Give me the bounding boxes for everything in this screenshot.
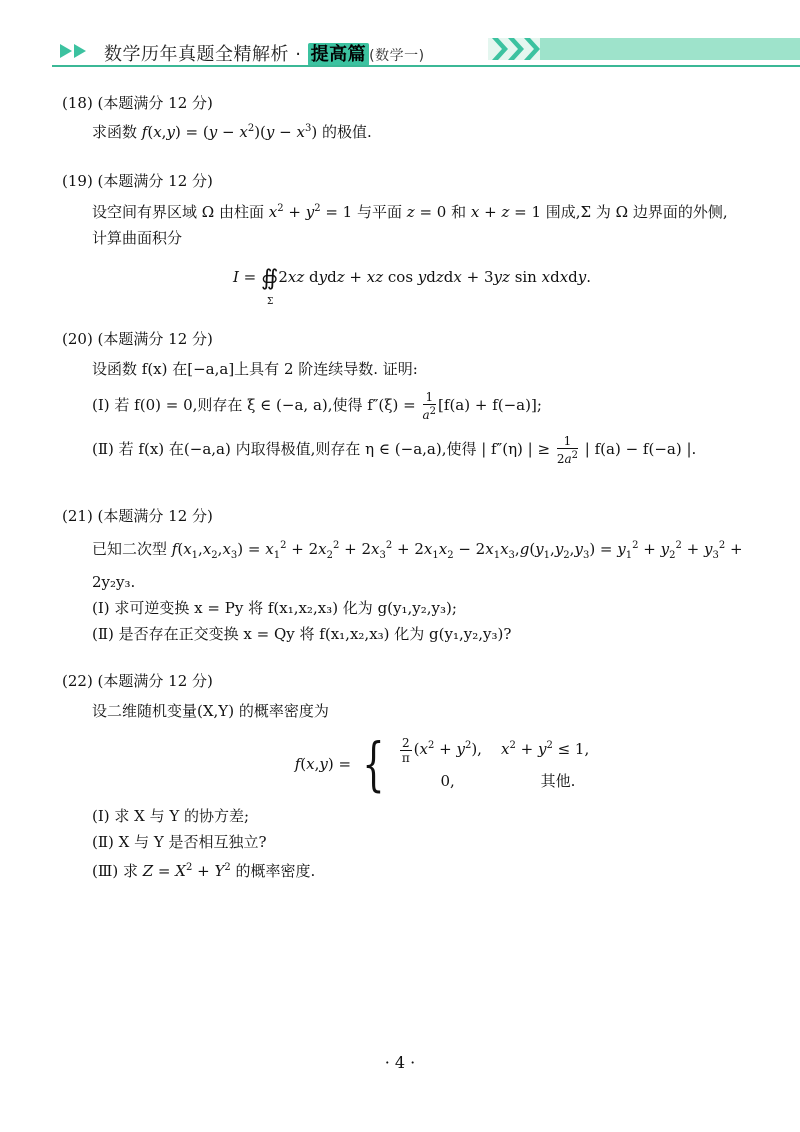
- left-brace-icon: {: [362, 729, 385, 798]
- fraction-1-over-2a2: $\frac{1}{2a^2}$: [556, 434, 579, 466]
- problem-21: [62, 505, 762, 645]
- cylinder-formula: $x^2 + y^2 = 1$: [268, 203, 353, 221]
- problem-20: [62, 328, 762, 466]
- problem-22: [62, 670, 762, 882]
- problem-21-line2: 2y₂y₃.: [92, 573, 136, 591]
- problem-20-line1: 设函数 f(x) 在[−a,a]上具有 2 阶连续导数. 证明:: [92, 360, 418, 378]
- problem-20-part1: [92, 390, 762, 422]
- problem-18-text: 求函数: [92, 123, 142, 141]
- problem-18-heading: (18) (本题满分 12 分): [62, 94, 213, 112]
- book-title-main: 数学历年真题全精解析 ·: [104, 44, 308, 65]
- problem-18-formula: $f(x,y) = (y - x^2)(y - x^3)$: [141, 123, 318, 141]
- problem-20-part1-text: (Ⅰ) 若 f(0) = 0,则存在 ξ ∈ (−a, a),使得 f″(ξ) =: [92, 396, 421, 414]
- plane-formula: z = 0 和 x + z = 1: [406, 203, 541, 221]
- problem-22-heading: (22) (本题满分 12 分): [62, 672, 213, 690]
- density-case-2-cond: 其他.: [540, 772, 576, 790]
- problem-19-text-b: 与平面: [352, 203, 407, 221]
- page-number: · 4 ·: [384, 1053, 416, 1072]
- problem-21-heading: (21) (本题满分 12 分): [62, 507, 213, 525]
- problem-19-text-c: 围成,Σ 为 Ω 边界面的外侧,: [541, 203, 728, 221]
- double-arrow-icon: [60, 42, 96, 60]
- problem-19-heading: (19) (本题满分 12 分): [62, 172, 213, 190]
- problem-19-text-a: 设空间有界区域 Ω 由柱面: [92, 203, 269, 221]
- header-stripes-decoration: [488, 38, 800, 60]
- problem-21-line1: [92, 535, 762, 567]
- problem-18: [62, 92, 762, 143]
- header-rule: [52, 65, 800, 67]
- problem-18-text-end: 的极值.: [317, 123, 372, 141]
- surface-integral-formula: I = ∯ Σ 2xz dydz + xz cos ydzdx + 3yz sin xdxdy.: [62, 265, 762, 288]
- problem-22-part1: (Ⅰ) 求 X 与 Y 的协方差;: [92, 807, 250, 825]
- fraction-1-over-a2: $\frac{1}{a^2}$: [422, 390, 437, 422]
- problem-21-part1: (Ⅰ) 求可逆变换 x = Py 将 f(x₁,x₂,x₃) 化为 g(y₁,y₂,y₃);: [92, 599, 457, 617]
- problem-18-statement: [92, 118, 762, 143]
- problem-20-part1-end: [f(a) + f(−a)];: [438, 396, 542, 414]
- book-title-tag: 提高篇: [308, 43, 370, 66]
- problem-20-part2: [92, 434, 762, 466]
- density-case-1: $\frac{2}{\pi}$ $(x^2 + y^2)$, $x^2 + y^2 \le 1$,: [401, 735, 590, 765]
- quadratic-form-formula: $f(x_1,x_2,x_3) = x_1^2 + 2x_2^2 + 2x_3^2 + 2x_1x_2 - 2x_1x_3,g(y_1,y_2,y_3) = y_1^2 + y_2^2 + y_3^2$ +: [171, 540, 743, 561]
- density-formula: f(x,y) = { $\frac{2}{\pi}$ $(x^2 + y^2)$, $x^2 + y^2 \le 1$, 0, 其他.: [294, 729, 590, 798]
- density-case-2-value: 0,: [440, 772, 455, 790]
- problem-22-part2: (Ⅱ) X 与 Y 是否相互独立?: [92, 833, 267, 851]
- page-header: [0, 28, 800, 72]
- problem-22-part3: [92, 857, 762, 882]
- problem-21-text: 已知二次型: [92, 540, 172, 558]
- problem-22-line1: 设二维随机变量(X,Y) 的概率密度为: [92, 702, 329, 720]
- problem-22-part3-end: 的概率密度.: [230, 862, 316, 880]
- problem-20-heading: (20) (本题满分 12 分): [62, 330, 213, 348]
- z-formula: $Z = X^2 + Y^2$: [142, 862, 231, 880]
- integral-subscript: Σ: [266, 297, 274, 307]
- surface-integral-icon: ∯: [260, 266, 279, 291]
- problem-19-line2: 计算曲面积分: [92, 229, 183, 247]
- book-title: [104, 40, 425, 66]
- problem-20-part2-text: (Ⅱ) 若 f(x) 在(−a,a) 内取得极值,则存在 η ∈ (−a,a),使得 | f″(η) | ≥: [92, 440, 555, 458]
- problem-20-part2-end: | f(a) − f(−a) |.: [580, 440, 697, 458]
- density-case-2: [398, 765, 589, 797]
- problem-19-line1: [92, 198, 762, 223]
- problem-19: [62, 170, 762, 307]
- problem-21-part2: (Ⅱ) 是否存在正交变换 x = Qy 将 f(x₁,x₂,x₃) 化为 g(y₁,y₂,y₃)?: [92, 625, 512, 643]
- problem-22-part3-text: (Ⅲ) 求: [92, 862, 143, 880]
- book-title-paren: (数学一): [369, 48, 425, 64]
